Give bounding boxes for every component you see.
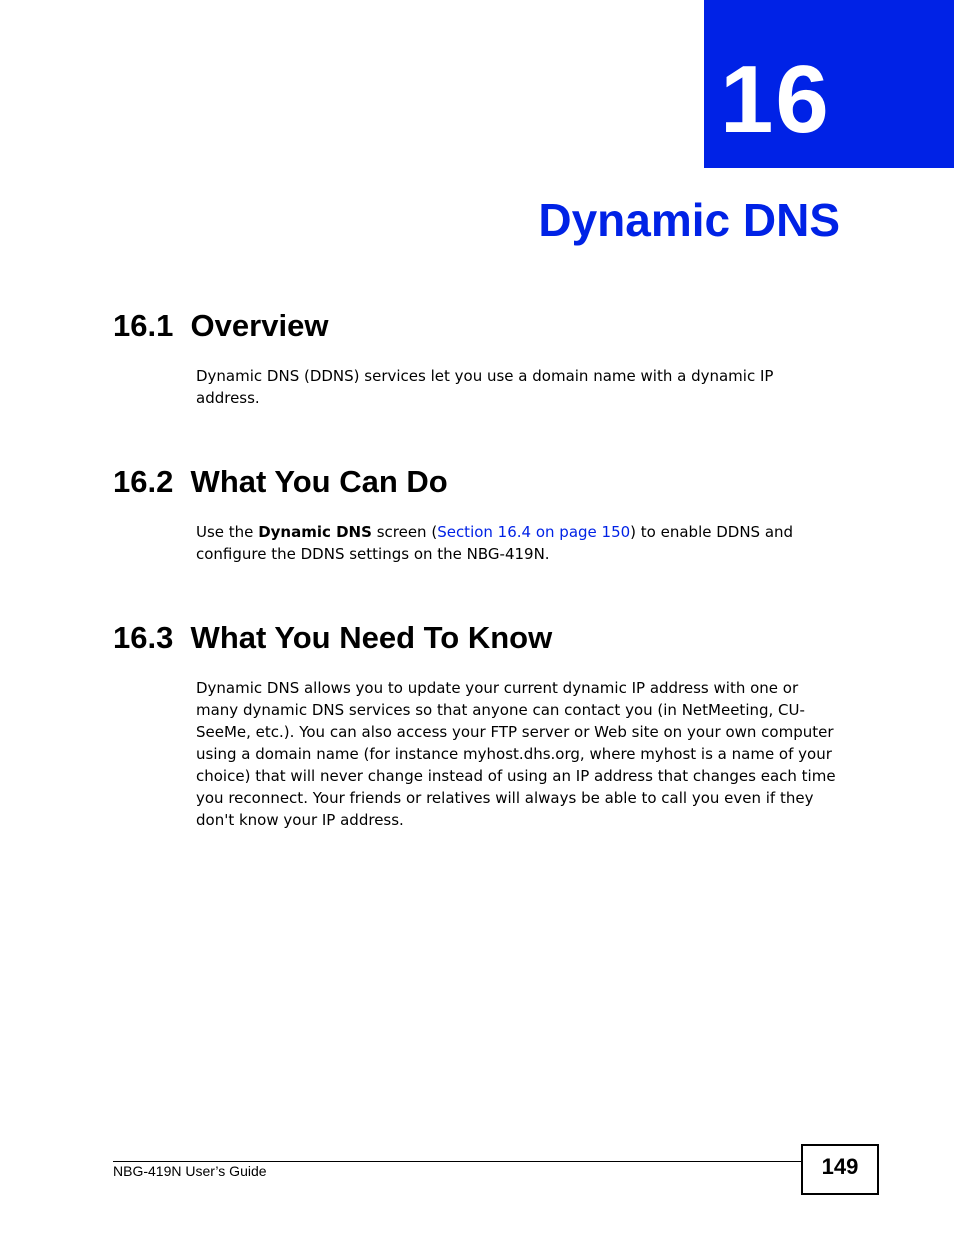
chapter-number: 16 <box>720 46 831 153</box>
section-cross-reference-link[interactable]: Section 16.4 on page 150 <box>437 523 631 541</box>
chapter-title: Dynamic DNS <box>538 194 840 246</box>
paragraph-text: screen ( <box>371 523 438 541</box>
section-heading-what-you-need-to-know: 16.3 What You Need To Know <box>113 620 553 655</box>
footer-guide-title: NBG-419N User’s Guide <box>113 1163 267 1179</box>
overview-paragraph: Dynamic DNS (DDNS) services let you use a domain name with a dynamic IP address. <box>196 367 774 407</box>
section-heading-overview: 16.1 Overview <box>113 308 329 343</box>
paragraph-text: Use the <box>196 523 259 541</box>
page-number: 149 <box>821 1154 859 1179</box>
screen-name-bold: Dynamic DNS <box>258 523 372 541</box>
what-you-need-to-know-paragraph: Dynamic DNS allows you to update your current dynamic IP address with one or many dynamic DNS services so that anyone can contact you (in NetMeeting, CU-SeeMe, etc.). You can also access your FTP server or Web site on your own computer using a domain name (for instance myhost.dhs.org, where myhost is a name of your choice) that will never change instead of using an IP address that changes each time you reconnect. Your friends or relatives will always be able to call you even if they don't know your IP address. <box>196 679 836 829</box>
what-you-can-do-paragraph <box>196 521 836 565</box>
section-heading-what-you-can-do: 16.2 What You Can Do <box>113 464 448 499</box>
paragraph-text: ) to enable DDNS and configure the DDNS settings on the NBG-419N. <box>196 523 794 563</box>
